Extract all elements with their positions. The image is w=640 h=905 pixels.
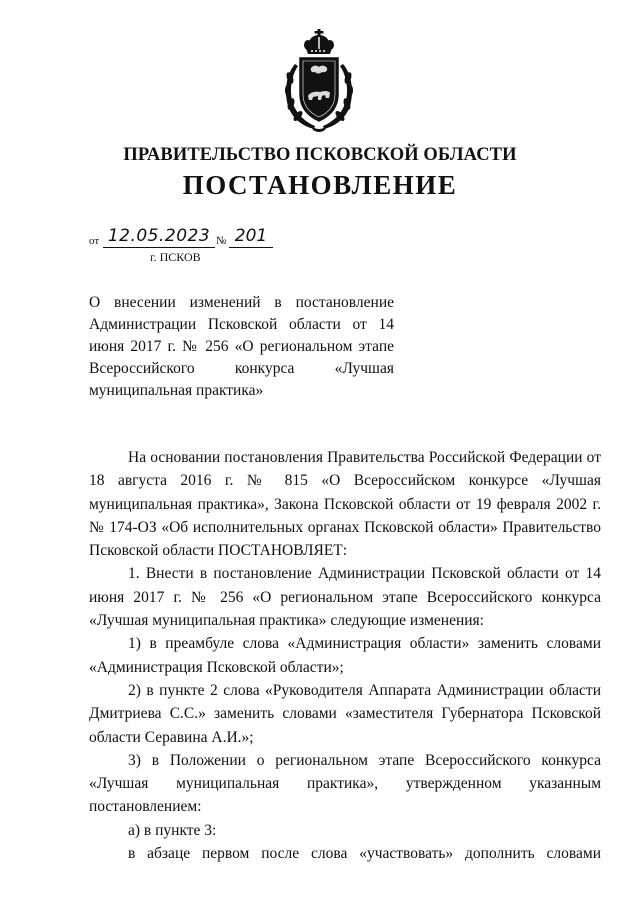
date-number-row (89, 226, 289, 250)
document-type-title: ПОСТАНОВЛЕНИЕ (182, 170, 458, 200)
subitem-1-paragraph: 1) в преамбуле слова «Администрация области» заменить словами «Администрация Псковской области»; (89, 635, 601, 676)
last-line-paragraph: в абзаце первом после слова «участвовать» дополнить словами (128, 845, 601, 863)
document-body (89, 446, 601, 865)
subitem-3a-paragraph: а) в пункте 3: (128, 821, 217, 839)
date-prefix: от (89, 235, 100, 247)
preamble-paragraph: На основании постановления Правительства Российской Федерации от 18 августа 2016 г. № 815 «О Всероссийском конкурсе «Лучшая муниципальная практика», Закона Псковской области от 19 февраля 2002 г. № 174-ОЗ «Об исполнительных органах Псковской области» Правительство Псковской области ПОСТАНОВЛЯЕТ: (89, 449, 601, 560)
document-number: 201 (234, 226, 268, 246)
document-subject (89, 292, 394, 402)
city-label: г. ПСКОВ (150, 250, 201, 264)
number-underline (229, 247, 273, 248)
date-underline (103, 247, 215, 248)
number-sign: № (216, 235, 227, 247)
organization-title: ПРАВИТЕЛЬСТВО ПСКОВСКОЙ ОБЛАСТИ (123, 145, 517, 165)
pskov-coat-of-arms-icon (278, 28, 360, 132)
subject-text: О внесении изменений в постановление Администрации Псковской области от 14 июня 2017 г. № 256 «О региональном этапе Всероссийского конкурса «Лучшая муниципальная практика» (89, 294, 394, 399)
subitem-3-paragraph: 3) в Положении о региональном этапе Всероссийского конкурса «Лучшая муниципальная практика», утвержденном указанным постановлением: (89, 751, 601, 816)
document-date: 12.05.2023 (107, 226, 211, 246)
item-1-paragraph: 1. Внести в постановление Администрации Псковской области от 14 июня 2017 г. № 256 «О региональном этапе Всероссийского конкурса «Лучшая муниципальная практика» следующие изменения: (89, 565, 601, 630)
subitem-2-paragraph: 2) в пункте 2 слова «Руководителя Аппарата Администрации области Дмитриева С.С.» заменить словами «заместителя Губернатора Псковской области Серавина А.И.»; (89, 681, 601, 746)
